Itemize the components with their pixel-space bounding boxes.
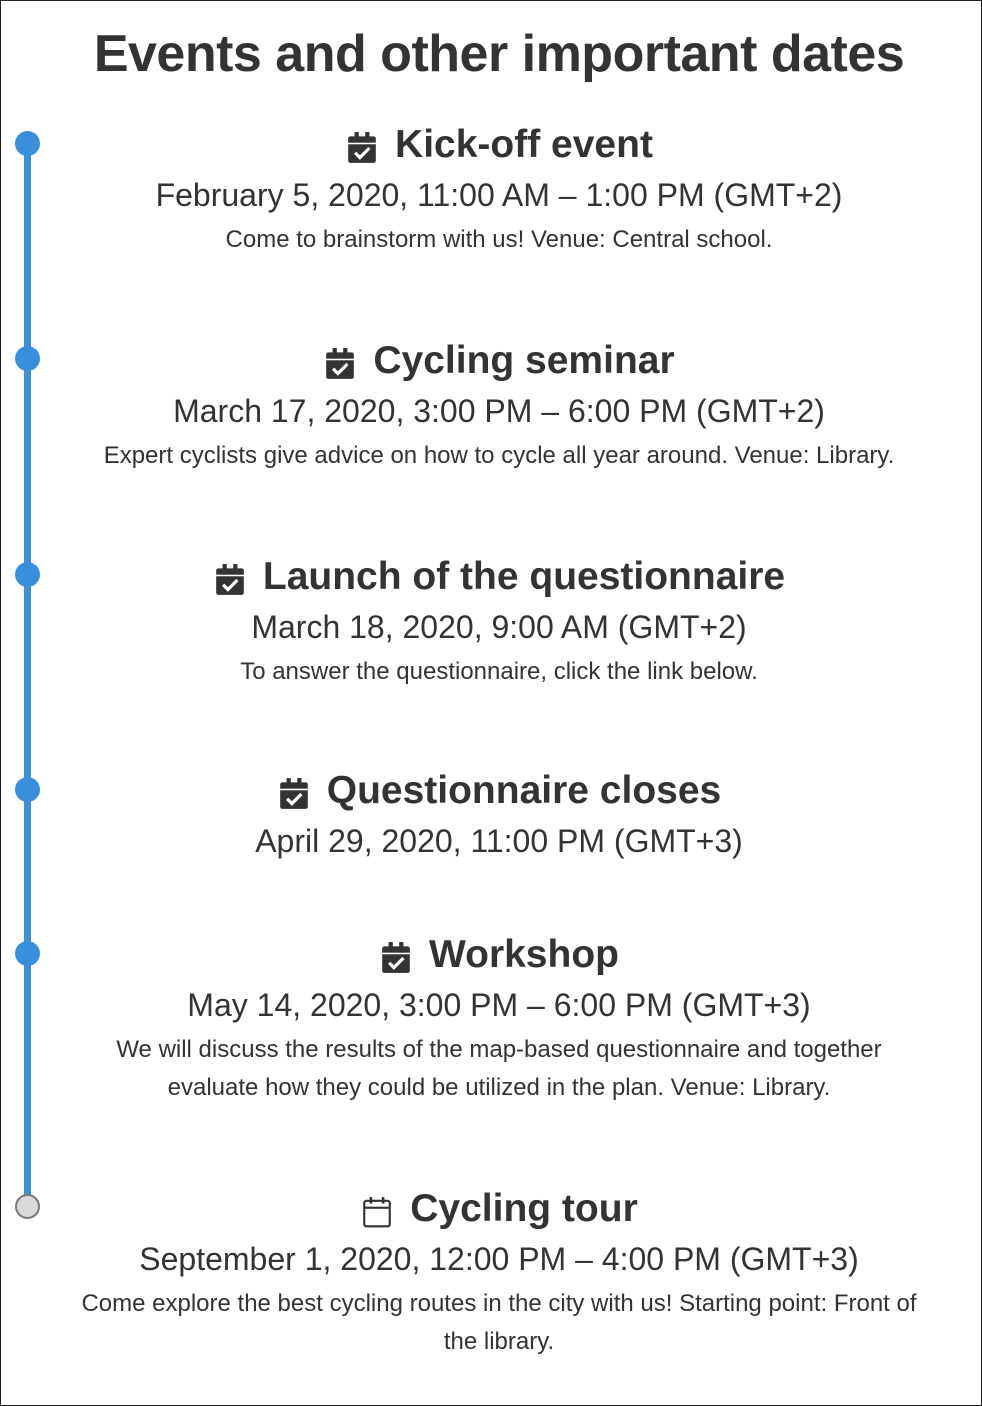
event-title: Cycling seminar [373, 339, 675, 382]
event-item [61, 120, 937, 259]
event-description: We will discuss the results of the map-based questionnaire and together evaluate how they could be utilized in the plan. Venue: Library. [116, 1036, 882, 1101]
event-title: Questionnaire closes [326, 769, 722, 812]
event-item [61, 552, 937, 691]
event-header [61, 120, 937, 170]
calendar-check-icon [323, 347, 357, 381]
timeline-dot-questionnaire-launch [15, 562, 40, 587]
timeline-dot-cycling-tour [15, 1194, 40, 1219]
calendar-check-icon [277, 777, 311, 811]
event-date: April 29, 2020, 11:00 PM (GMT+3) [255, 823, 743, 859]
event-header [61, 930, 937, 980]
event-description: Expert cyclists give advice on how to cycle all year around. Venue: Library. [103, 442, 895, 469]
event-header [61, 1184, 937, 1234]
event-item [61, 1184, 937, 1361]
calendar-outline-icon [360, 1195, 394, 1229]
event-date: September 1, 2020, 12:00 PM – 4:00 PM (GMT+3) [139, 1241, 859, 1277]
event-date: May 14, 2020, 3:00 PM – 6:00 PM (GMT+3) [187, 987, 811, 1023]
event-title: Kick-off event [395, 123, 653, 166]
calendar-check-icon [379, 941, 413, 975]
event-item [61, 336, 937, 475]
event-description: Come explore the best cycling routes in the city with us! Starting point: Front of the library. [81, 1290, 917, 1355]
event-date: March 17, 2020, 3:00 PM – 6:00 PM (GMT+2) [173, 393, 825, 429]
event-item [61, 930, 937, 1107]
event-header [61, 336, 937, 386]
timeline-dot-workshop [15, 941, 40, 966]
timeline-dot-questionnaire-closes [15, 777, 40, 802]
calendar-check-icon [213, 563, 247, 597]
event-title: Launch of the questionnaire [262, 555, 786, 598]
page-title: Events and other important dates [93, 25, 905, 83]
event-date: February 5, 2020, 11:00 AM – 1:00 PM (GMT+2) [155, 177, 843, 213]
event-description: Come to brainstorm with us! Venue: Central school. [225, 226, 773, 253]
event-header [61, 552, 937, 602]
event-header [61, 766, 937, 816]
event-description: To answer the questionnaire, click the link below. [240, 658, 758, 685]
timeline-dot-kick-off [15, 131, 40, 156]
event-date: March 18, 2020, 9:00 AM (GMT+2) [251, 609, 747, 645]
timeline-line [24, 143, 31, 1207]
calendar-check-icon [345, 131, 379, 165]
event-title: Cycling tour [410, 1187, 638, 1230]
event-item [61, 766, 937, 861]
timeline-dot-cycling-seminar [15, 346, 40, 371]
event-title: Workshop [429, 933, 619, 976]
